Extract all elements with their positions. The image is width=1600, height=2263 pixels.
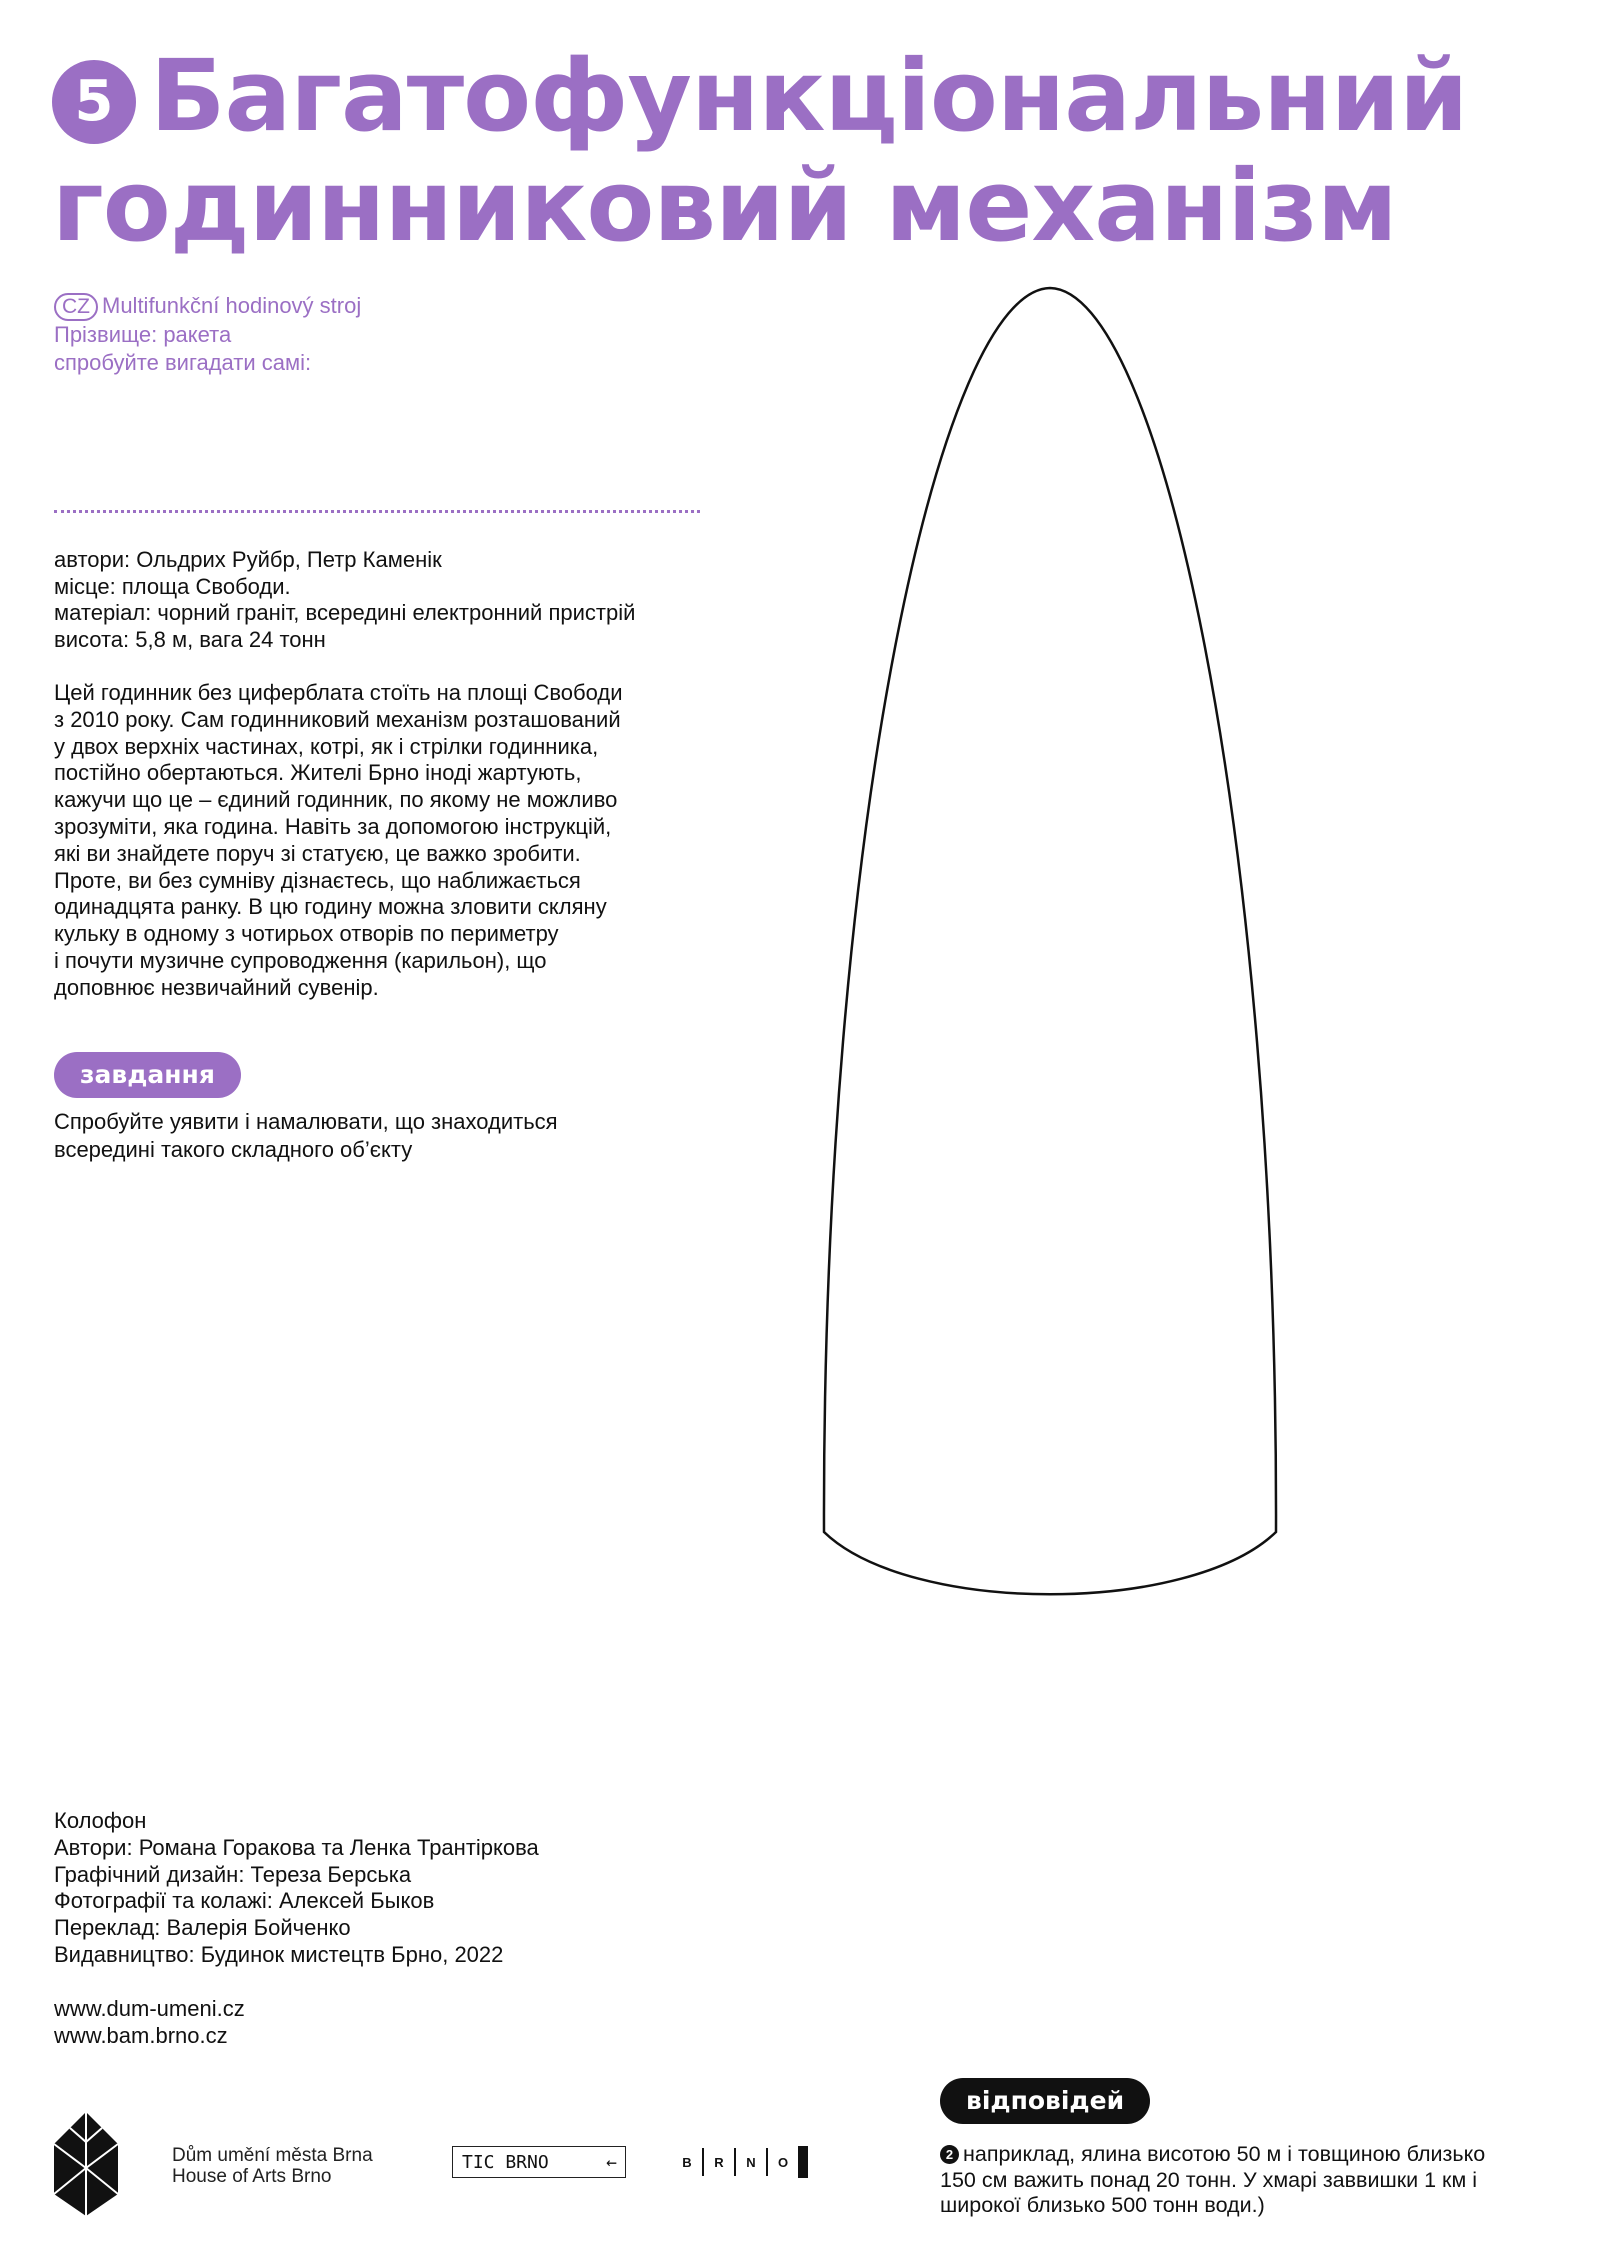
brno-letter: B xyxy=(682,2154,692,2170)
house-of-arts-name xyxy=(172,2145,373,2187)
house-of-arts-logo-icon xyxy=(50,2108,122,2220)
colophon-photos: Фотографії та колажі: Алексей Быков xyxy=(54,1888,435,1914)
czech-name: Multifunkční hodinový stroj xyxy=(102,293,362,318)
number-badge: 5 xyxy=(52,60,136,144)
description-line: кажучи що це – єдиний годинник, по якому не можливо xyxy=(54,787,618,813)
colophon-heading: Колофон xyxy=(54,1808,147,1833)
task-line-1: Спробуйте уявити і намалювати, що знаходиться xyxy=(54,1109,558,1134)
answer-text-1: наприклад, ялина висотою 50 м і товщиною близько xyxy=(963,2142,1486,2166)
description-line: Цей годинник без циферблата стоїть на площі Свободи xyxy=(54,680,623,705)
meta-info xyxy=(54,547,714,653)
nickname: Прізвище: ракета xyxy=(54,322,232,347)
brno-letter: O xyxy=(777,2154,789,2170)
answers-badge: відповідей xyxy=(940,2078,1150,2124)
prompt: спробуйте вигадати самі: xyxy=(54,350,312,375)
meta-authors: автори: Ольдрих Руйбр, Петр Каменік xyxy=(54,547,442,572)
task-badge: завдання xyxy=(54,1052,241,1098)
brno-letter: R xyxy=(714,2154,724,2170)
description-line: доповнює незвичайний сувенір. xyxy=(54,974,379,1000)
drawing-area[interactable] xyxy=(800,270,1300,1610)
writing-line[interactable] xyxy=(54,510,700,513)
colophon-publisher: Видавництво: Будинок мистецтв Брно, 2022 xyxy=(54,1941,504,1967)
brno-bar xyxy=(798,2146,808,2178)
rocket-outline xyxy=(824,288,1276,1594)
house-name-en: House of Arts Brno xyxy=(172,2166,332,2187)
colophon xyxy=(54,1808,754,1969)
meta-material: матеріал: чорний граніт, всередині електронний пристрій xyxy=(54,600,636,625)
brno-logo xyxy=(672,2146,808,2178)
description-line: і почути музичне супроводження (карильон), що xyxy=(54,947,547,973)
answer-line-2: 150 см важить понад 20 тонн. У хмарі заввишки 1 км і xyxy=(940,2167,1477,2192)
description xyxy=(54,680,714,1002)
task-line-2: всередині такого складного об’єкту xyxy=(54,1137,413,1162)
page-title xyxy=(52,39,1572,264)
answer-number-badge: 2 xyxy=(940,2145,959,2164)
colophon-authors: Автори: Романа Горакова та Ленка Трантіркова xyxy=(54,1834,539,1860)
description-line: у двох верхніх частинах, котрі, як і стрілки годинника, xyxy=(54,733,599,759)
meta-place: місце: площа Свободи. xyxy=(54,573,291,599)
links xyxy=(54,1995,554,2049)
brno-letter: N xyxy=(746,2154,756,2170)
task-text xyxy=(54,1108,674,1164)
description-line: кульку в одному з чотирьох отворів по периметру xyxy=(54,921,559,947)
meta-size: висота: 5,8 м, вага 24 тонн xyxy=(54,626,326,652)
tic-brno-logo xyxy=(452,2146,626,2178)
arrow-left-icon: ← xyxy=(606,2152,617,2173)
description-line: з 2010 року. Сам годинниковий механізм розташований xyxy=(54,706,621,732)
description-line: зрозуміти, яка година. Навіть за допомогою інструкцій, xyxy=(54,813,612,839)
title-text-1: Багатофункціональний xyxy=(150,39,1468,154)
czech-name-line xyxy=(54,292,694,321)
colophon-translation: Переклад: Валерія Бойченко xyxy=(54,1915,351,1941)
description-line: Проте, ви без сумніву дізнаєтесь, що наближається xyxy=(54,867,581,893)
answers-text xyxy=(940,2142,1580,2219)
description-line: одинадцята ранку. В цю годину можна зловити скляну xyxy=(54,894,607,920)
tic-label: TIC BRNO xyxy=(462,2152,549,2173)
description-line: які ви знайдете поруч зі статуєю, це важко зробити. xyxy=(54,840,581,866)
lang-tag: CZ xyxy=(54,293,98,321)
subinfo xyxy=(54,292,694,377)
answer-line-1 xyxy=(940,2142,1580,2168)
description-line: постійно обертаються. Жителі Брно іноді жартують, xyxy=(54,760,582,786)
house-name-cz: Dům umění města Brna xyxy=(172,2145,373,2166)
link-bam-brno[interactable]: www.bam.brno.cz xyxy=(54,2023,228,2048)
answer-line-3: широкої близько 500 тонн води.) xyxy=(940,2193,1265,2217)
title-line-1 xyxy=(52,39,1572,154)
colophon-design: Графічний дизайн: Тереза Берська xyxy=(54,1861,412,1887)
link-dum-umeni[interactable]: www.dum-umeni.cz xyxy=(54,1996,245,2021)
title-line-2: годинниковий механізм xyxy=(52,149,1397,264)
